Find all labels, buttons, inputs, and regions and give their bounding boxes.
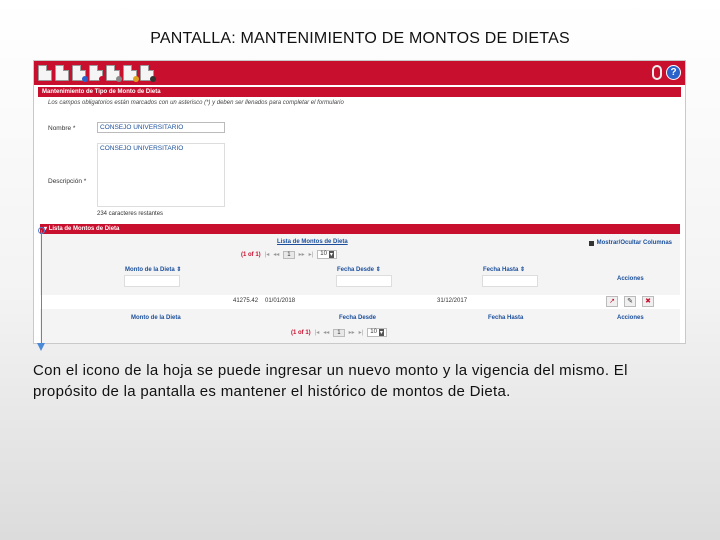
sort-icon: ⇕ — [176, 267, 182, 273]
pager-info: (1 of 1) — [241, 251, 261, 258]
list-panel — [40, 234, 680, 344]
col-header-to[interactable] — [483, 266, 525, 273]
toolbar — [34, 61, 685, 85]
table-row[interactable] — [40, 295, 680, 309]
description-label: Descripción * — [48, 178, 87, 185]
first-page-button[interactable]: |◂ — [264, 252, 270, 258]
toggle-columns-button[interactable] — [589, 240, 672, 246]
list-header — [40, 224, 680, 234]
last-page-button[interactable]: ▸| — [358, 330, 364, 336]
edit-icon[interactable]: ↗ — [606, 296, 618, 307]
description-textarea[interactable]: CONSEJO UNIVERSITARIO — [97, 143, 225, 207]
toggle-columns-label: Mostrar/Ocultar Columnas — [596, 240, 672, 246]
first-page-button[interactable]: |◂ — [314, 330, 320, 336]
slide-title: PANTALLA: MANTENIMIENTO DE MONTOS DE DIETAS — [150, 30, 570, 47]
screenshot-window — [33, 60, 686, 344]
slide-caption: Con el icono de la hoja se puede ingresar un nuevo monto y la vigencia del mismo. El propósito de la pantalla es mantener el histórico de montos de Dieta. — [33, 362, 628, 400]
pager-info: (1 of 1) — [291, 329, 311, 336]
prev-page-button[interactable]: ◂◂ — [273, 252, 280, 258]
columns-icon — [589, 241, 594, 246]
required-notice: Los campos obligatorios están marcados con un asterisco (*) y deben ser llenados para completar el formulario — [48, 100, 344, 106]
rows-per-page-select[interactable] — [367, 328, 387, 337]
help-icon[interactable]: ? — [666, 65, 681, 80]
prev-page-button[interactable]: ◂◂ — [323, 330, 330, 336]
chevron-down-icon: ▾ — [379, 330, 383, 336]
col-header-amount[interactable] — [125, 266, 181, 273]
cell-from: 01/01/2018 — [265, 298, 296, 304]
footer-col-from: Fecha Desde — [339, 315, 377, 321]
cell-to: 31/12/2017 — [437, 298, 468, 304]
col-header-from[interactable] — [337, 266, 381, 273]
cell-amount: 41275.42 — [233, 298, 259, 304]
footer-col-amount: Monto de la Dieta — [131, 315, 181, 321]
collapse-icon[interactable]: ▾ — [44, 226, 49, 232]
page-number-button[interactable]: 1 — [283, 251, 294, 259]
footer-col-actions: Acciones — [617, 315, 644, 321]
pencil-icon[interactable]: ✎ — [624, 296, 636, 307]
next-page-button[interactable]: ▸▸ — [298, 252, 305, 258]
col-header-actions: Acciones — [617, 276, 644, 282]
remaining-chars: 234 caracteres restantes — [97, 211, 164, 217]
list-header-label: Lista de Montos de Dieta — [48, 226, 120, 232]
table-caption: Lista de Montos de Dieta — [277, 239, 348, 245]
last-page-button[interactable]: ▸| — [308, 252, 314, 258]
rows-per-page-select[interactable] — [317, 250, 337, 259]
form-header: Mantenimiento de Tipo de Monto de Dieta — [38, 87, 681, 97]
next-page-button[interactable]: ▸▸ — [348, 330, 355, 336]
save-sheet-icon[interactable] — [72, 65, 86, 81]
new-sheet-icon[interactable] — [38, 65, 52, 81]
col-header-from-label: Fecha Desde — [337, 267, 375, 273]
paperclip-icon[interactable] — [652, 65, 662, 80]
edit-sheet-icon[interactable] — [123, 65, 137, 81]
footer-col-to: Fecha Hasta — [488, 315, 524, 321]
col-header-to-label: Fecha Hasta — [483, 267, 519, 273]
sort-icon: ⇕ — [520, 267, 526, 273]
pager-top — [241, 250, 337, 259]
name-input[interactable]: CONSEJO UNIVERSITARIO — [97, 122, 225, 133]
pointer-arrow-icon — [37, 343, 45, 351]
rows-per-page-value: 10 — [320, 251, 327, 257]
col-header-amount-label: Monto de la Dieta — [125, 267, 175, 273]
calendar-sheet-icon[interactable] — [106, 65, 120, 81]
filter-amount-input[interactable] — [124, 275, 180, 287]
rows-per-page-value: 10 — [370, 329, 377, 335]
delete-icon[interactable]: ✖ — [642, 296, 654, 307]
delete-sheet-icon[interactable] — [89, 65, 103, 81]
sheet-icon[interactable] — [55, 65, 69, 81]
page-number-button[interactable]: 1 — [333, 329, 344, 337]
name-label: Nombre * — [48, 125, 76, 132]
print-icon[interactable] — [140, 65, 154, 81]
chevron-down-icon: ▾ — [329, 252, 333, 258]
pointer-line — [41, 230, 42, 345]
filter-to-input[interactable] — [482, 275, 538, 287]
sort-icon: ⇕ — [375, 267, 381, 273]
pager-bottom — [291, 328, 387, 337]
filter-from-input[interactable] — [336, 275, 392, 287]
